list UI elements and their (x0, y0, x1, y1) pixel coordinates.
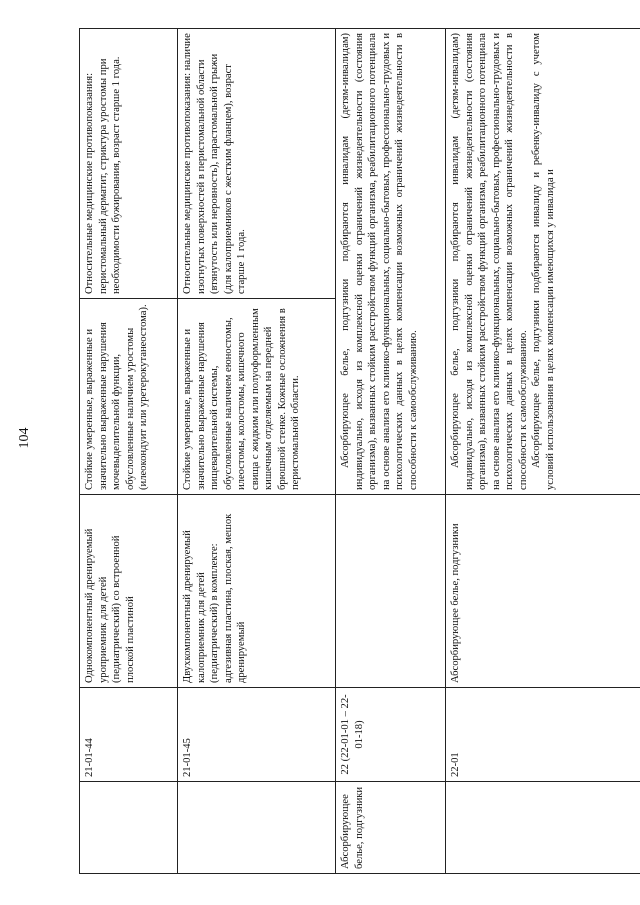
rehab-means-table (79, 28, 640, 874)
code-cell: 21-01-45 (178, 688, 336, 782)
rotated-page-content (79, 29, 640, 874)
selection-rule-paragraph: Абсорбирующее белье, подгузники подбираются инвалидам (детям-инвалидам) индивидуально, исходя из комплексной оценки ограничений жизнедеятельности (состояния организма), вызванных стойким расстройством функций организма, реабилитационного потенциала на основе анализа его клинико-функциональных, социально-бытовых, профессионально-трудовых и психологических данных в целях компенсации возможных ограничений жизнедеятельности в способности к самообслуживанию. (340, 33, 419, 490)
table-row (336, 29, 446, 874)
contraindications-cell: Относительные медицинские противопоказания: наличие изогнутых поверхностей в перистомальной области (втянутость или неровность), парастомальной грыжи (для калоприемников с жестким фланцем), возраст старше 1 года. (178, 29, 336, 299)
category-cell (178, 782, 336, 874)
selection-rules-cell (446, 29, 640, 495)
table-row (178, 29, 336, 874)
category-cell: Абсорбирующее белье, подгузники (336, 782, 446, 874)
page-number: 104 (17, 427, 32, 449)
indications-cell: Стойкие умеренные, выраженные и значительно выраженные нарушения пищеварительной системы, обусловленные наличием еюностомы, илеостомы, колостомы, кишечного свища с жидким или полуоформленным кишечным отделяемым на передней брюшной стенке. Кожные осложнения в перистомальной области. (178, 299, 336, 495)
name-cell: Абсорбирующее белье, подгузники (446, 495, 640, 688)
contraindications-cell: Относительные медицинские противопоказания: перистомальный дерматит, стриктура уростомы при необходимости бужирования, возраст старше 1 года. (80, 29, 178, 299)
code-cell: 22 (22-01-01 – 22-01-18) (336, 688, 446, 782)
selection-rule-paragraph: Абсорбирующее белье, подгузники подбираются инвалиду и ребенку-инвалиду с учетом условий использования в целях компенсации имеющихся у инвалида и (531, 33, 556, 490)
name-cell: Двухкомпонентный дренируемый калоприемник для детей (педиатрический) в комплекте: адгезивная пластина, плоская, мешок дренируемый (178, 495, 336, 688)
code-cell: 21-01-44 (80, 688, 178, 782)
table-row (446, 29, 640, 874)
category-cell (446, 782, 640, 874)
indications-cell: Стойкие умеренные, выраженные и значительно выраженные нарушения мочевыделительной функции, обусловленные наличием уростомы (илеокондуит или уретерокутанеостома). (80, 299, 178, 495)
category-cell (80, 782, 178, 874)
selection-rules-cell (336, 29, 446, 495)
table-row (80, 29, 178, 874)
name-cell (336, 495, 446, 688)
name-cell: Однокомпонентный дренируемый уроприемник для детей (педиатрический) со встроенной плоской пластиной (80, 495, 178, 688)
code-cell: 22-01 (446, 688, 640, 782)
selection-rule-paragraph: Абсорбирующее белье, подгузники подбираются инвалидам (детям-инвалидам) индивидуально, исходя из комплексной оценки ограничений жизнедеятельности (состояния организма), вызванных стойким расстройством функций организма, реабилитационного потенциала на основе анализа его клинико-функциональных, социально-бытовых, профессионально-трудовых и психологических данных в целях компенсации возможных ограничений жизнедеятельности в способности к самообслуживанию. (450, 33, 529, 490)
